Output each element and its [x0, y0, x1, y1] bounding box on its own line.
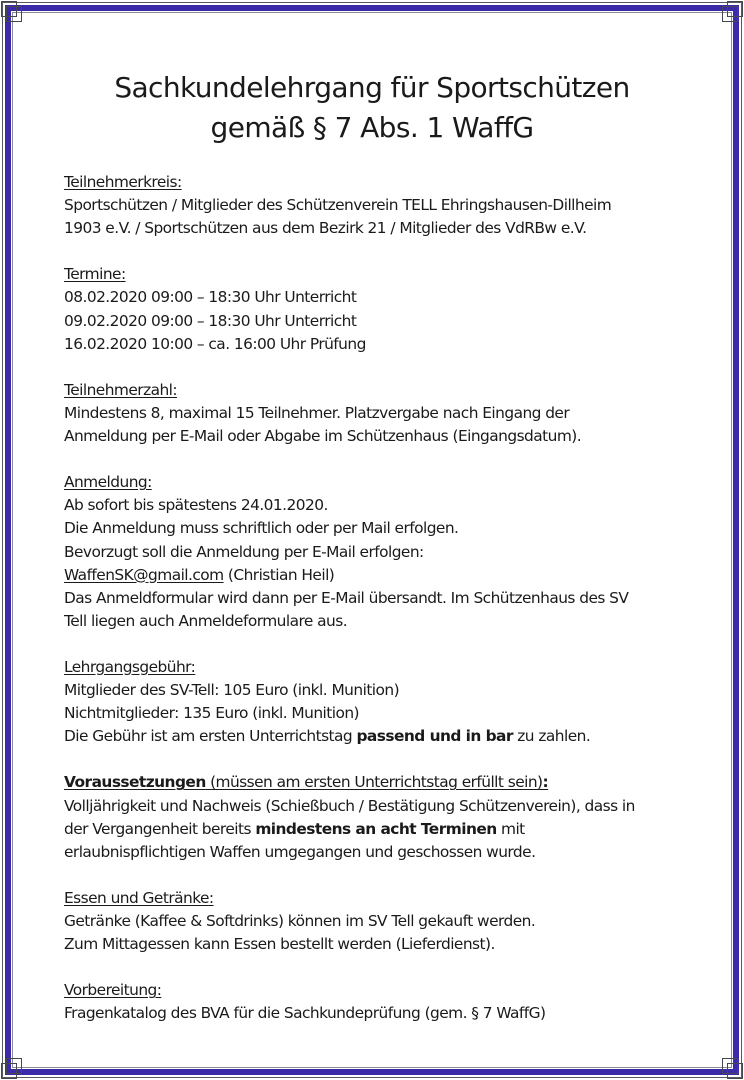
section-heading [64, 771, 704, 794]
text-line: erlaubnispflichtigen Waffen umgegangen und geschossen wurde. [64, 842, 536, 861]
section-voraussetzungen [64, 771, 704, 863]
section-heading: Vorbereitung: [64, 981, 162, 1000]
text-line: Sportschützen / Mitglieder des Schützenverein TELL Ehringshausen-Dillheim [64, 196, 612, 215]
contact-name: (Christian Heil) [223, 565, 335, 584]
text-line: Ab sofort bis spätestens 24.01.2020. [64, 496, 328, 515]
section-heading: Essen und Getränke: [64, 888, 214, 907]
section-heading: Teilnehmerkreis: [64, 173, 182, 191]
date-line: 09.02.2020 09:00 – 18:30 Uhr Unterricht [64, 311, 357, 330]
text-line: Anmeldung per E-Mail oder Abgabe im Schützenhaus (Eingangsdatum). [64, 427, 582, 446]
section-heading: Anmeldung: [64, 473, 152, 492]
text-line: Fragenkatalog des BVA für die Sachkundeprüfung (gem. § 7 WaffG) [64, 1004, 546, 1023]
text-line: Zum Mittagessen kann Essen bestellt werden (Lieferdienst). [64, 935, 495, 954]
text-span: zu zahlen. [512, 727, 591, 746]
section-lehrgangsgebuehr [64, 656, 704, 748]
text-line: Tell liegen auch Anmeldeformulare aus. [64, 611, 348, 630]
section-essen-und-getraenke [64, 887, 704, 956]
text-line: Die Anmeldung muss schriftlich oder per Mail erfolgen. [64, 519, 459, 538]
title-line-1: Sachkundelehrgang für Sportschützen [114, 71, 630, 104]
text-line: Mitglieder des SV-Tell: 105 Euro (inkl. Munition) [64, 681, 400, 700]
text-line: Nichtmitglieder: 135 Euro (inkl. Munition) [64, 704, 360, 723]
section-vorbereitung [64, 979, 704, 1025]
heading-bold: Voraussetzungen [64, 773, 206, 792]
text-line: Das Anmeldformular wird dann per E-Mail übersandt. Im Schützenhaus des SV [64, 588, 629, 607]
text-span: der Vergangenheit bereits [64, 819, 256, 838]
date-line: 16.02.2020 10:00 – ca. 16:00 Uhr Prüfung [64, 334, 366, 353]
section-teilnehmerzahl [64, 379, 704, 448]
document-title [0, 68, 744, 148]
text-span: mit [496, 819, 525, 838]
text-line [64, 818, 704, 841]
heading-rest: (müssen am ersten Unterrichtstag erfüllt sein) [205, 773, 543, 792]
title-line-2: gemäß § 7 Abs. 1 WaffG [210, 111, 534, 144]
text-line: Bevorzugt soll die Anmeldung per E-Mail erfolgen: [64, 542, 424, 561]
date-line: 08.02.2020 09:00 – 18:30 Uhr Unterricht [64, 288, 357, 307]
text-span: Die Gebühr ist am ersten Unterrichtstag [64, 727, 357, 746]
text-line: Getränke (Kaffee & Softdrinks) können im SV Tell gekauft werden. [64, 912, 536, 930]
text-line: 1903 e.V. / Sportschützen aus dem Bezirk 21 / Mitglieder des VdRBw e.V. [64, 219, 587, 238]
document-body [64, 171, 704, 1049]
bold-emphasis: passend und in bar [356, 727, 513, 746]
section-teilnehmerkreis [64, 171, 704, 240]
section-heading: Lehrgangsgebühr: [64, 657, 196, 676]
section-heading: Termine: [64, 265, 126, 284]
text-line: Mindestens 8, maximal 15 Teilnehmer. Platzvergabe nach Eingang der [64, 403, 570, 422]
contact-line [64, 564, 704, 587]
corner-ornament-top-left-inner [6, 6, 22, 22]
email-link[interactable]: WaffenSK@gmail.com [64, 565, 224, 584]
section-heading: Teilnehmerzahl: [64, 380, 178, 399]
corner-ornament-bottom-left-inner [6, 1058, 22, 1074]
corner-ornament-bottom-right-inner [722, 1058, 738, 1074]
text-line [64, 725, 704, 748]
bold-emphasis: mindestens an acht Terminen [255, 819, 497, 838]
heading-colon: : [542, 773, 549, 792]
section-termine [64, 263, 704, 355]
corner-ornament-top-right-inner [722, 6, 738, 22]
section-anmeldung [64, 471, 704, 633]
text-line: Volljährigkeit und Nachweis (Schießbuch / Bestätigung Schützenverein), dass in [64, 796, 635, 815]
